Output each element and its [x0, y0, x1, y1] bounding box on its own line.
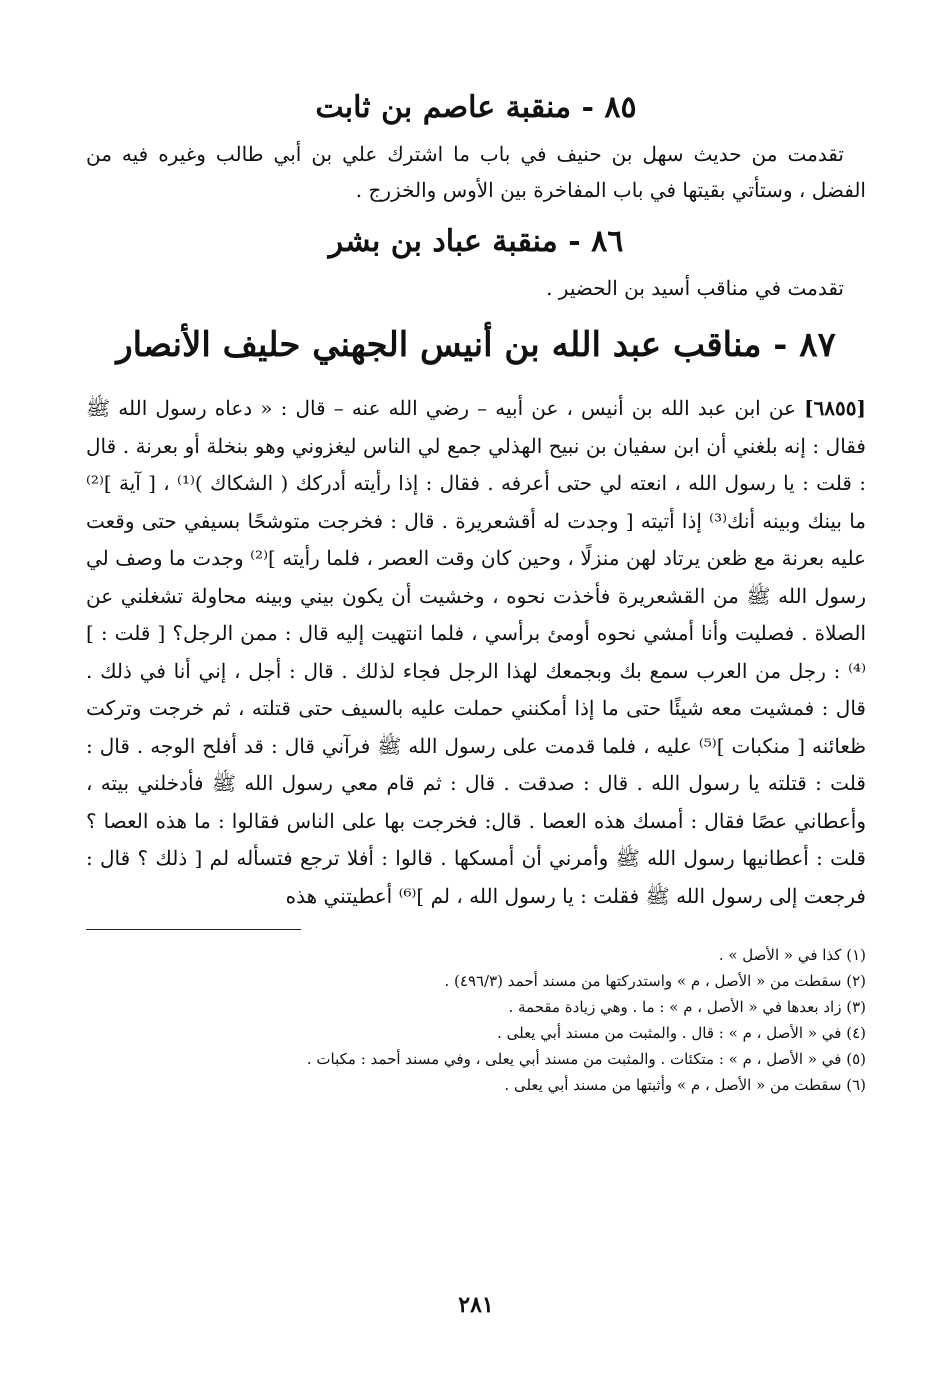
footnote-2: (٢) سقطت من « الأصل ، م » واستدركتها من مسند أحمد (٤٩٦/٣) .: [444, 972, 866, 990]
footnote-6: (٦) سقطت من « الأصل ، م » وأثبتها من مسند أبي يعلى .: [504, 1076, 866, 1094]
footnote-1: (١) كذا في « الأصل » .: [718, 946, 866, 964]
section-86-text: تقدمت في مناقب أسيد بن الحضير .: [546, 276, 844, 300]
hadith-body: [86, 390, 866, 915]
footnote-4: (٤) في « الأصل ، م » : قال . والمثبت من مسند أبي يعلى .: [497, 1024, 866, 1042]
hadith-text: عن ابن عبد الله بن أنيس ، عن أبيه – رضي الله عنه – قال : « دعاه رسول الله ﷺ فقال : إنه بلغني أن ابن سفيان بن نبيح الهذلي جمع لي الناس ليغزوني وهو بنخلة أو بعرنة . قال : قلت : يا رسول الله ، انعته لي حتى أعرفه . فقال : إذا رأيته أدركك ( الشكاك )⁽¹⁾ ، [ آية ]⁽²⁾ ما بينك وبينه أنك⁽³⁾ إذا أتيته [ وجدت له أقشعريرة . قال : فخرجت متوشحًا بسيفي حتى وقعت عليه بعرنة مع ظعن يرتاد لهن منزلًا ، وحين كان وقت العصر ، فلما رأيته ]⁽²⁾ وجدت ما وصف لي رسول الله ﷺ من القشعريرة فأخذت نحوه ، وخشيت أن يكون بيني وبينه محاولة تشغلني عن الصلاة . فصليت وأنا أمشي نحوه أومئ برأسي ، فلما انتهيت إليه قال : ممن الرجل؟ [ قلت : ]⁽⁴⁾ : رجل من العرب سمع بك وبجمعك لهذا الرجل فجاء لذلك . قال : أجل ، إني أنا في ذلك . قال : فمشيت معه شيئًا حتى ما إذا أمكنني حملت عليه بالسيف حتى قتلته ، ثم خرجت وتركت ظعائنه [ منكبات ]⁽⁵⁾ عليه ، فلما قدمت على رسول الله ﷺ فرآني قال : قد أفلح الوجه . قال : قلت : قتلته يا رسول الله . قال : صدقت . قال : ثم قام معي رسول الله ﷺ فأدخلني بيته ، وأعطاني عصًا فقال : أمسك هذه العصا . قال: فخرجت بها على الناس فقالوا : ما هذه العصا ؟ قلت : أعطانيها رسول الله ﷺ وأمرني أن أمسكها . قالوا : أفلا ترجع فتسأله لم [ ذلك ؟ قال : فرجعت إلى رسول الله ﷺ فقلت : يا رسول الله ، لم ]⁽⁶⁾ أعطيتني هذه: [86, 396, 866, 908]
hadith-number: [٦٨٥٥]: [804, 396, 866, 420]
page-number: ٢٨١: [458, 1292, 494, 1318]
page: [86, 80, 866, 1350]
footnote-divider: [86, 929, 301, 930]
footnote-5: (٥) في « الأصل ، م » : متكئات . والمثبت من مسند أبي يعلى ، وفي مسند أحمد : مكبات .: [306, 1050, 866, 1068]
footnote-3: (٣) زاد بعدها في « الأصل ، م » : ما . وهي زيادة مقحمة .: [508, 998, 866, 1016]
section-85-text: تقدمت من حديث سهل بن حنيف في باب ما اشترك علي بن أبي طالب وغيره فيه من الفضل ، وستأتي بقيتها في باب المفاخرة بين الأوس والخزرج .: [86, 142, 866, 202]
section-85-title: ٨٥ - منقبة عاصم بن ثابت: [315, 90, 637, 125]
section-86-title: ٨٦ - منقبة عباد بن بشر: [328, 224, 624, 259]
section-87-title: ٨٧ - مناقب عبد الله بن أنيس الجهني حليف الأنصار: [116, 325, 836, 365]
footnotes: [86, 942, 866, 1098]
